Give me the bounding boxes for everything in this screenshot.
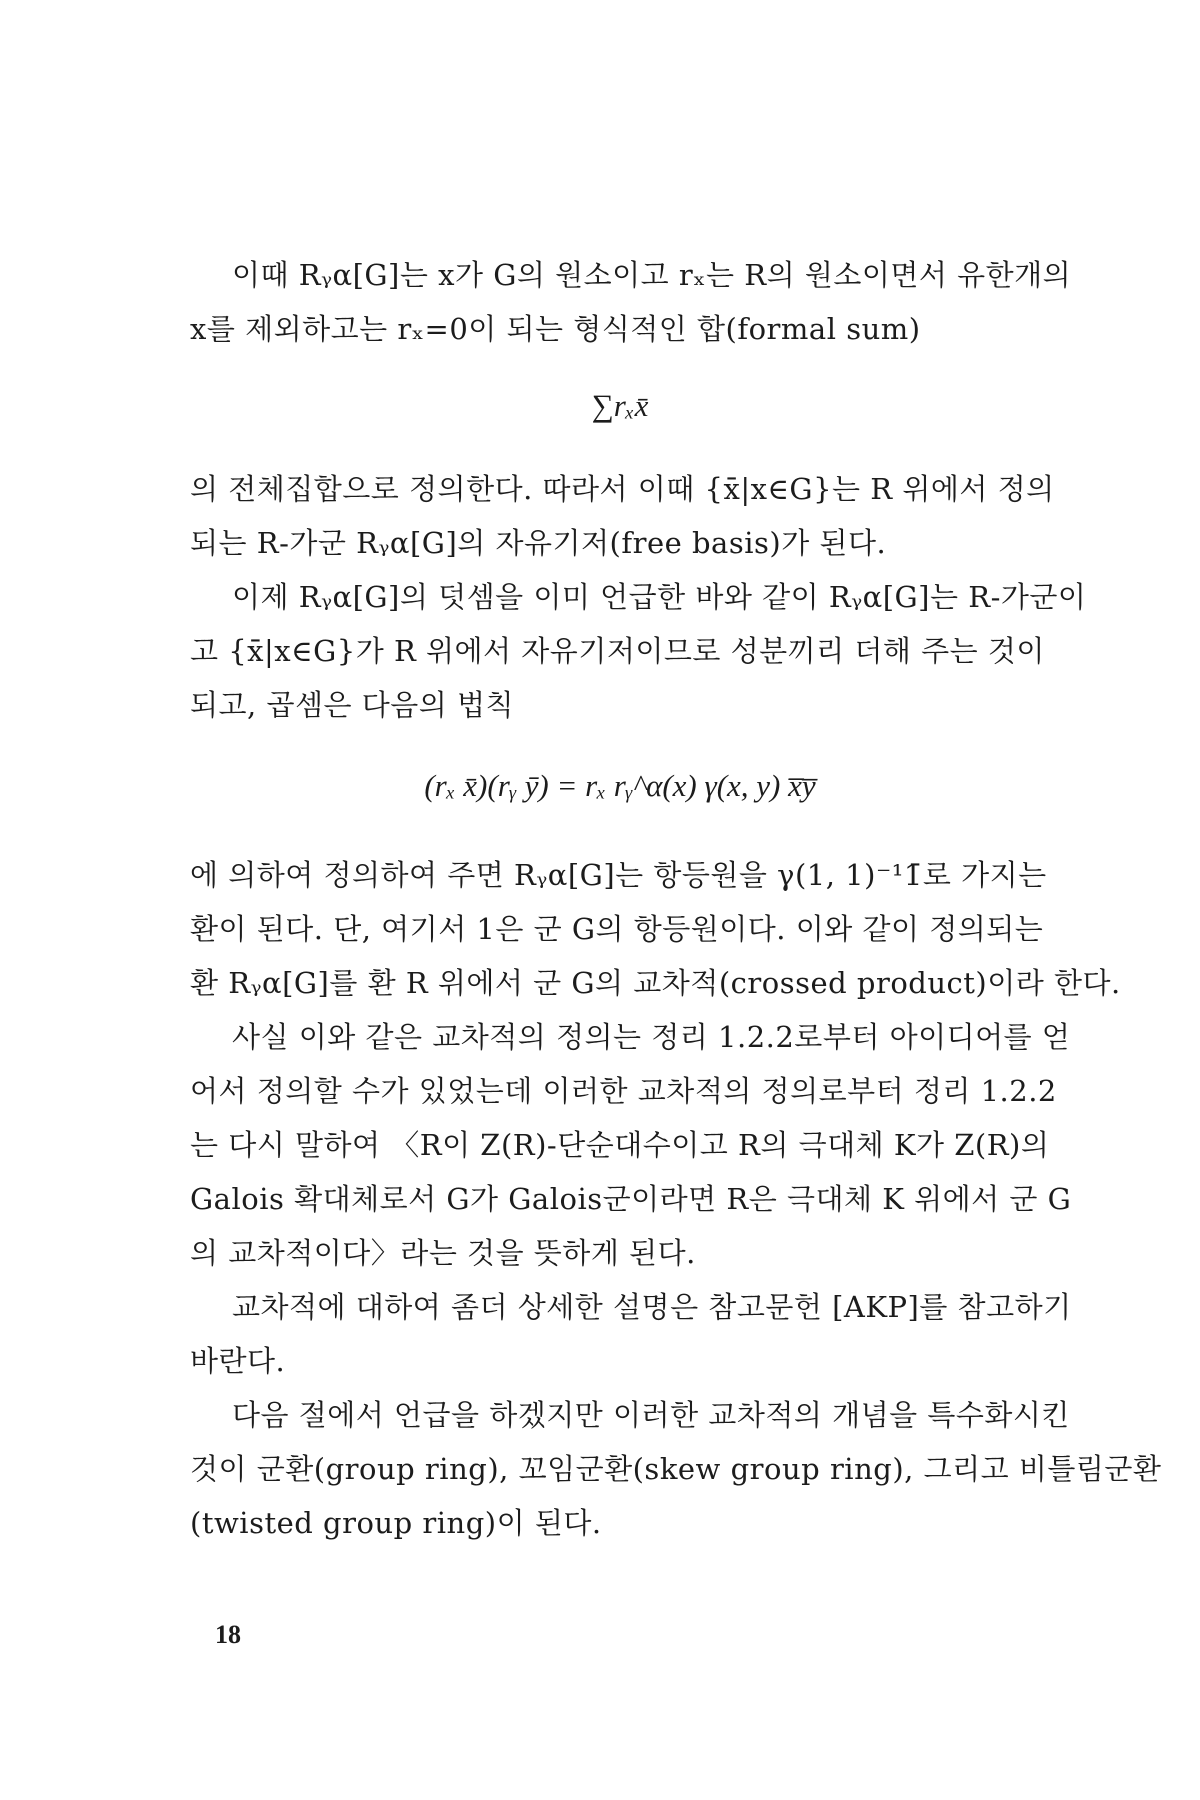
- text-line: x를 제외하고는 rₓ=0이 되는 형식적인 합(formal sum): [190, 312, 921, 346]
- text-line: 되는 R-가군 Rᵧα[G]의 자유기저(free basis)가 된다.: [190, 526, 887, 560]
- text-line: 고 {x̄|x∈G}가 R 위에서 자유기저이므로 성분끼리 더해 주는 것이: [190, 634, 1045, 668]
- formal-sum-formula: ∑rₓx̄: [591, 388, 649, 423]
- paragraph-3: [190, 848, 1162, 1550]
- paragraph-1: [190, 248, 1072, 356]
- text-line: 사실 이와 같은 교차적의 정의는 정리 1.2.2로부터 아이디어를 얻: [232, 1020, 1071, 1054]
- text-line: 교차적에 대하여 좀더 상세한 설명은 참고문헌 [AKP]를 참고하기: [232, 1290, 1072, 1324]
- text-line: 환이 된다. 단, 여기서 1은 군 G의 항등원이다. 이와 같이 정의되는: [190, 912, 1044, 946]
- text-line: 것이 군환(group ring), 꼬임군환(skew group ring), 그리고 비틀림군환: [190, 1452, 1162, 1486]
- page-number: 18: [215, 1620, 241, 1649]
- text-line: 바란다.: [190, 1344, 286, 1378]
- text-line: 이때 Rᵧα[G]는 x가 G의 원소이고 rₓ는 R의 원소이면서 유한개의: [232, 258, 1072, 292]
- text-line: 는 다시 말하여 〈R이 Z(R)-단순대수이고 R의 극대체 K가 Z(R)의: [190, 1128, 1050, 1162]
- multiplication-rule-formula: (rₓ x̄)(rᵧ ȳ) = rₓ rᵧ^α(x) γ(x, y) x̅y̅: [424, 768, 816, 803]
- text-line: 다음 절에서 언급을 하겠지만 이러한 교차적의 개념을 특수화시킨: [232, 1398, 1070, 1432]
- text-line: 의 전체집합으로 정의한다. 따라서 이때 {x̄|x∈G}는 R 위에서 정의: [190, 472, 1055, 506]
- text-line: 에 의하여 정의하여 주면 Rᵧα[G]는 항등원을 γ(1, 1)⁻¹1̄로 가지는: [190, 858, 1047, 892]
- text-line: (twisted group ring)이 된다.: [190, 1506, 602, 1540]
- text-line: 어서 정의할 수가 있었는데 이러한 교차적의 정의로부터 정리 1.2.2: [190, 1074, 1057, 1108]
- text-line: 의 교차적이다〉라는 것을 뜻하게 된다.: [190, 1236, 696, 1270]
- text-line: 환 Rᵧα[G]를 환 R 위에서 군 G의 교차적(crossed product)이라 한다.: [190, 966, 1121, 1000]
- text-line: 이제 Rᵧα[G]의 덧셈을 이미 언급한 바와 같이 Rᵧα[G]는 R-가군이: [232, 580, 1087, 614]
- paragraph-2: [190, 462, 1087, 732]
- text-line: Galois 확대체로서 G가 Galois군이라면 R은 극대체 K 위에서 군 G: [190, 1182, 1072, 1216]
- text-line: 되고, 곱셈은 다음의 법칙: [190, 688, 515, 722]
